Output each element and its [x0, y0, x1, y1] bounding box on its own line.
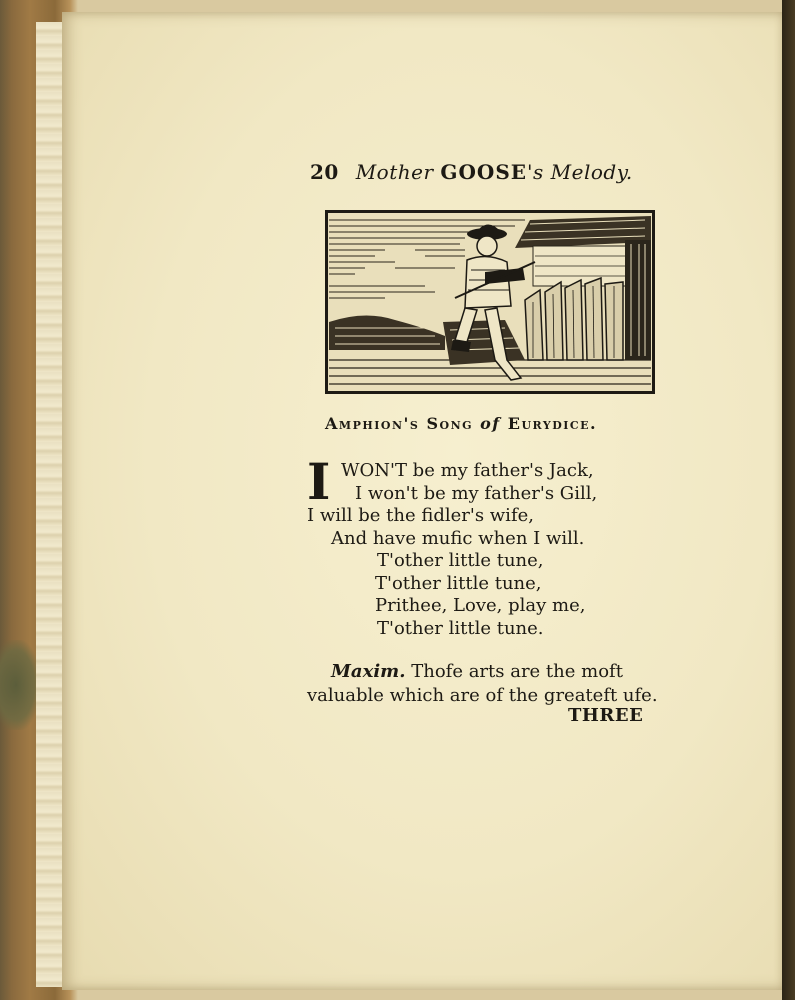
catchword: THREE	[568, 705, 644, 726]
verse-line: I won't be my father's Gill,	[355, 482, 598, 504]
header-title-italic-2: Melody.	[550, 160, 633, 184]
verse-line: T'other little tune,	[375, 572, 542, 594]
drop-cap: I	[307, 452, 331, 511]
cover-stain	[0, 640, 40, 730]
song-title-part2: Eurydice.	[507, 414, 598, 433]
maxim-text-line1: Thofe arts are the moft	[411, 661, 623, 682]
maxim	[307, 660, 667, 708]
page-number: 20	[310, 160, 339, 184]
verse-line: Prithee, Love, play me,	[375, 595, 586, 616]
song-title	[325, 414, 665, 433]
verse-line: And have mufic when I will.	[331, 527, 585, 549]
song-title-part1: Amphion's Song	[325, 414, 474, 433]
running-header	[310, 160, 640, 190]
verse-line: WON'T be my father's Jack,	[341, 460, 594, 481]
header-title-possessive: 's	[527, 160, 544, 184]
woodcut-illustration	[325, 210, 655, 394]
header-title-italic-1: Mother	[355, 160, 434, 184]
header-title-caps: GOOSE	[440, 160, 528, 184]
verse-line: I will be the fidler's wife,	[307, 505, 534, 526]
verse-line: T'other little tune.	[377, 617, 544, 639]
song-title-of: of	[480, 414, 501, 433]
right-page-edge	[782, 0, 795, 1000]
verse-line: T'other little tune,	[377, 550, 544, 571]
maxim-label: Maxim.	[331, 661, 406, 682]
maxim-text-line2: valuable which are of the greateft ufe.	[307, 685, 658, 706]
